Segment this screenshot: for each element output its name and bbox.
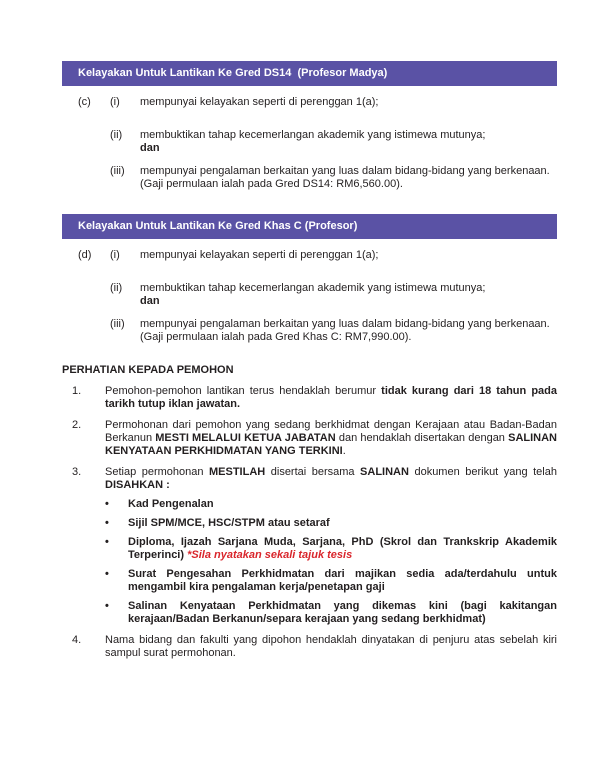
bullet-item-sijil: [105, 517, 557, 530]
text-segment: Salinan Kenyataan Perkhidmatan yang dikemas kini (bagi kakitangan kerajaan/Badan Berkanun/separa kerajaan yang sedang berkhidmat): [128, 600, 557, 625]
text-segment: (Gaji permulaan ialah pada Gred DS14: RM6,560.00).: [140, 178, 403, 190]
text-segment: Sijil SPM/MCE, HSC/STPM atau setaraf: [128, 517, 330, 529]
text-segment: mempunyai pengalaman berkaitan yang luas dalam bidang-bidang yang berkenaan.: [140, 318, 550, 330]
clause-d-ii: [78, 282, 557, 308]
clause-label: (d): [78, 249, 92, 261]
subitem-text: [140, 249, 557, 262]
subitem-label: (ii): [110, 129, 123, 141]
document-content: [62, 61, 557, 660]
clause-c-iii: [78, 165, 557, 191]
clause-d-i: [78, 249, 557, 262]
document-bullet-list: [105, 498, 557, 626]
notice-item-number: 2.: [72, 419, 82, 431]
text-segment: mempunyai kelayakan seperti di perenggan 1(a);: [140, 96, 379, 108]
notice-item-number: 1.: [72, 385, 82, 397]
bullet-icon: •: [105, 498, 109, 510]
subitem-label: (iii): [110, 318, 125, 330]
notice-item-4: [72, 634, 557, 660]
subitem-label: (iii): [110, 165, 125, 177]
notice-item-text: [105, 385, 557, 411]
text-segment: .: [342, 445, 346, 457]
bullet-icon: •: [105, 517, 109, 529]
clause-c-i: [78, 96, 557, 109]
section-header-label: Kelayakan Untuk Lantikan Ke Gred Khas C (Profesor): [78, 220, 358, 232]
bullet-item-surat-pengesahan: [105, 568, 557, 594]
bullet-text: [128, 600, 557, 626]
notice-item-1: [72, 385, 557, 411]
text-segment: Pemohon-pemohon lantikan terus hendaklah berumur: [105, 385, 382, 397]
bullet-icon: •: [105, 568, 109, 580]
bullet-text: [128, 536, 557, 562]
text-segment: Diploma, Ijazah Sarjana Muda, Sarjana, PhD (Skrol dan Trankskrip Akademik Terperinci): [128, 536, 557, 561]
subitem-text: [140, 318, 557, 344]
section-header-gred-khas-c: [62, 214, 557, 239]
bullet-icon: •: [105, 600, 109, 612]
bullet-item-kad-pengenalan: [105, 498, 557, 511]
text-segment: Nama bidang dan fakulti yang dipohon hendaklah dinyatakan di penjuru atas sebelah kiri sampul surat permohonan.: [105, 634, 557, 659]
clause-label: (c): [78, 96, 91, 108]
bullet-text: [128, 517, 557, 530]
text-segment: (Gaji permulaan ialah pada Gred Khas C: RM7,990.00).: [140, 331, 412, 343]
notice-item-2: [72, 419, 557, 458]
clause-d-iii: [78, 318, 557, 344]
text-segment: mempunyai pengalaman berkaitan yang luas dalam bidang-bidang yang berkenaan.: [140, 165, 550, 177]
clause-label-spacer: [78, 165, 110, 191]
subitem-text: [140, 282, 557, 308]
text-segment: SALINAN: [360, 466, 409, 478]
notice-title: PERHATIAN KEPADA PEMOHON: [62, 364, 234, 376]
text-segment: dokumen berikut yang telah: [408, 466, 557, 478]
text-segment: Surat Pengesahan Perkhidmatan dari majikan sedia ada/terdahulu untuk mengambil kira pengalaman kerja/penetapan gaji: [128, 568, 557, 593]
text-segment: membuktikan tahap kecemerlangan akademik yang istimewa mutunya;: [140, 129, 486, 141]
notice-item-number: 4.: [72, 634, 82, 646]
text-segment: tidak kurang dari 18 tahun pada tarikh tutup iklan jawatan.: [105, 385, 557, 410]
notice-item-text: [105, 634, 557, 660]
subitem-label: (ii): [110, 282, 123, 294]
text-segment: SALINAN KENYATAAN PERKHIDMATAN YANG TERKINI: [105, 432, 557, 457]
section-header-label: Kelayakan Untuk Lantikan Ke Gred DS14 (Profesor Madya): [78, 67, 388, 79]
subitem-label: (i): [110, 96, 120, 108]
clause-label-spacer: [78, 129, 110, 155]
text-segment: MESTILAH: [209, 466, 266, 478]
text-segment: Setiap permohonan: [105, 466, 209, 478]
notice-item-number: 3.: [72, 466, 82, 478]
bullet-item-salinan-kenyataan: [105, 600, 557, 626]
subitem-label: (i): [110, 249, 120, 261]
text-segment: membuktikan tahap kecemerlangan akademik yang istimewa mutunya;: [140, 282, 486, 294]
notice-item-text: [105, 419, 557, 458]
text-segment: dan hendaklah disertakan dengan: [335, 432, 509, 444]
bullet-text: [128, 498, 557, 511]
text-segment: mempunyai kelayakan seperti di perenggan 1(a);: [140, 249, 379, 261]
notice-item-3: [72, 466, 557, 626]
clause-label-spacer: [78, 318, 110, 344]
text-segment: Permohonan dari pemohon yang sedang berkhidmat dengan Kerajaan atau Badan-Badan Berkanun: [105, 419, 557, 444]
notice-item-3-paragraph: [105, 466, 557, 492]
subitem-text: [140, 129, 557, 155]
text-segment: disertai bersama: [265, 466, 361, 478]
bullet-item-diploma: [105, 536, 557, 562]
text-segment: DISAHKAN :: [105, 479, 170, 491]
text-segment: MESTI MELALUI KETUA JABATAN: [155, 432, 336, 444]
text-segment: Kad Pengenalan: [128, 498, 214, 510]
subitem-text: [140, 96, 557, 109]
clause-c-ii: [78, 129, 557, 155]
subitem-text: [140, 165, 557, 191]
text-segment: dan: [140, 142, 160, 154]
notice-item-text: [105, 466, 557, 626]
text-segment: dan: [140, 295, 160, 307]
bullet-text: [128, 568, 557, 594]
clause-label-spacer: [78, 282, 110, 308]
section-header-gred-ds14: [62, 61, 557, 86]
bullet-icon: •: [105, 536, 109, 548]
text-segment: *Sila nyatakan sekali tajuk tesis: [187, 549, 353, 561]
